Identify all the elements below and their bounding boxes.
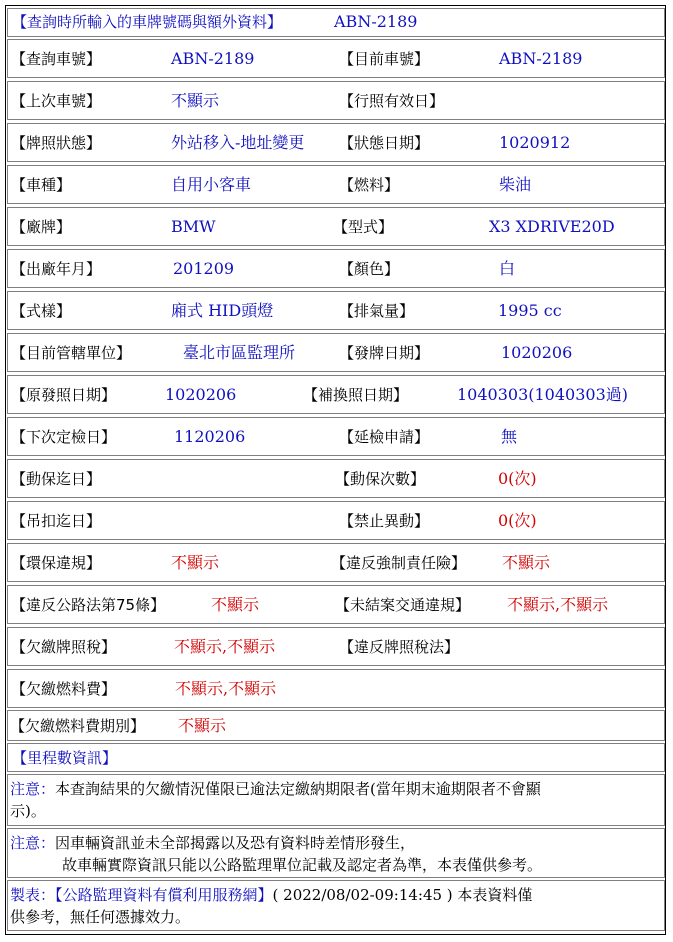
footer-keyword: 製表：	[10, 886, 56, 904]
info-row-unpaid-fuel-fee	[7, 669, 665, 708]
info-row-query-plate	[7, 39, 665, 78]
brand-label: 【廠牌】	[11, 218, 72, 236]
brand-value: BMW	[171, 217, 216, 236]
info-row-lien-end-date	[7, 459, 665, 498]
info-row-env-violation	[7, 543, 665, 582]
info-row-suspension-end-date	[7, 501, 665, 540]
status-date-value: 1020912	[499, 133, 571, 152]
next-inspection-date-label: 【下次定檢日】	[11, 428, 117, 446]
lien-count-label: 【動保次數】	[335, 470, 426, 488]
note-1	[7, 774, 665, 826]
jurisdiction-office-label: 【目前管轄單位】	[11, 344, 132, 362]
original-license-date-label: 【原發照日期】	[11, 386, 117, 404]
query-plate-label: 【查詢車號】	[11, 50, 102, 68]
pending-traffic-violation-label: 【未結案交通違規】	[335, 596, 471, 614]
note-2-text-line1: 因車輛資訊並未全部揭露以及恐有資料時差情形發生，	[55, 834, 416, 852]
info-row-highway-act-75-violation	[7, 585, 665, 624]
vehicle-type-label: 【車種】	[11, 176, 72, 194]
jurisdiction-office-value: 臺北市區監理所	[183, 343, 296, 362]
transfer-ban-value: 0(次)	[498, 511, 537, 530]
body-style-label: 【式樣】	[11, 302, 72, 320]
query-plate-value: ABN-2189	[171, 49, 255, 68]
info-row-next-inspection-date	[7, 417, 665, 456]
previous-plate-value: 不顯示	[171, 91, 220, 110]
unpaid-license-tax-label: 【欠繳牌照稅】	[11, 638, 117, 656]
current-plate-label: 【目前車號】	[339, 50, 430, 68]
env-violation-label: 【環保違規】	[11, 554, 102, 572]
license-tax-violation-label: 【違反牌照稅法】	[339, 638, 460, 656]
fuel-fee-period-value: 不顯示	[178, 716, 227, 735]
header-title-label: 【查詢時所輸入的車牌號碼與額外資料】	[12, 13, 283, 31]
vehicle-type-value: 自用小客車	[171, 175, 252, 194]
original-license-date-value: 1020206	[165, 385, 237, 404]
suspension-end-date-label: 【吊扣迄日】	[11, 512, 102, 530]
footer-source-link[interactable]: 【公路監理資料有償利用服務網】	[55, 886, 273, 904]
report-header	[7, 8, 665, 37]
note-1-keyword: 注意：	[10, 780, 56, 798]
note-1-text-line2: 示)。	[10, 802, 46, 820]
inspection-extension-label: 【延檢申請】	[339, 428, 430, 446]
displacement-value: 1995 cc	[498, 301, 562, 320]
lien-end-date-label: 【動保迄日】	[11, 470, 102, 488]
manufacture-date-value: 201209	[173, 259, 235, 278]
color-label: 【顏色】	[339, 260, 400, 278]
unpaid-license-tax-value: 不顯示,不顯示	[174, 637, 276, 656]
plate-issue-date-value: 1020206	[501, 343, 573, 362]
pending-traffic-violation-value: 不顯示,不顯示	[507, 595, 609, 614]
displacement-label: 【排氣量】	[339, 302, 415, 320]
status-date-label: 【狀態日期】	[339, 134, 430, 152]
header-plate-number: ABN-2189	[334, 12, 418, 31]
info-row-brand	[7, 207, 665, 246]
info-row-previous-plate	[7, 81, 665, 120]
info-row-body-style	[7, 291, 665, 330]
highway-act-75-violation-value: 不顯示	[211, 595, 260, 614]
plate-issue-date-label: 【發牌日期】	[339, 344, 430, 362]
fuel-type-value: 柴油	[499, 175, 532, 194]
unpaid-fuel-fee-value: 不顯示,不顯示	[175, 679, 277, 698]
model-label: 【型式】	[333, 218, 394, 236]
insurance-violation-label: 【違反強制責任險】	[331, 554, 467, 572]
next-inspection-date-value: 1120206	[174, 427, 246, 446]
env-violation-value: 不顯示	[171, 553, 220, 572]
unpaid-fuel-fee-label: 【欠繳燃料費】	[11, 680, 117, 698]
fuel-type-label: 【燃料】	[339, 176, 400, 194]
transfer-ban-label: 【禁止異動】	[339, 512, 430, 530]
manufacture-date-label: 【出廠年月】	[11, 260, 102, 278]
plate-status-label: 【牌照狀態】	[11, 134, 102, 152]
highway-act-75-violation-label: 【違反公路法第75條】	[11, 596, 166, 614]
license-expiry-label: 【行照有效日】	[339, 92, 445, 110]
fuel-fee-period-row	[7, 710, 665, 741]
note-2-keyword: 注意：	[10, 834, 56, 852]
model-value: X3 XDRIVE20D	[489, 217, 615, 236]
mileage-label: 【里程數資訊】	[12, 749, 118, 767]
info-row-plate-status	[7, 123, 665, 162]
reissue-date-label: 【補換照日期】	[303, 386, 409, 404]
reissue-date-value: 1040303(1040303過)	[457, 385, 629, 404]
previous-plate-label: 【上次車號】	[11, 92, 102, 110]
info-row-unpaid-license-tax	[7, 627, 665, 666]
note-2-text-line2: 故車輛實際資訊只能以公路監理單位記載及認定者為準，本表僅供參考。	[62, 856, 543, 874]
footer-timestamp-text: ( 2022/08/02-09:14:45 ) 本表資料僅	[272, 886, 533, 904]
lien-count-value: 0(次)	[498, 469, 537, 488]
info-row-vehicle-type	[7, 165, 665, 204]
report-footer	[7, 880, 665, 931]
info-row-manufacture-date	[7, 249, 665, 288]
color-value: 白	[499, 259, 516, 278]
fuel-fee-period-label: 【欠繳燃料費期別】	[10, 717, 146, 735]
info-row-jurisdiction-office	[7, 333, 665, 372]
mileage-row	[7, 743, 665, 772]
current-plate-value: ABN-2189	[499, 49, 583, 68]
note-1-text-line1: 本查詢結果的欠繳情況僅限已逾法定繳納期限者(當年期末逾期限者不會顯	[55, 780, 541, 798]
plate-status-value: 外站移入-地址變更	[171, 133, 305, 152]
footer-text-line2: 供參考，無任何憑據效力。	[10, 908, 191, 926]
body-style-value: 廂式 HID頭燈	[171, 301, 274, 320]
inspection-extension-value: 無	[501, 427, 518, 446]
insurance-violation-value: 不顯示	[502, 553, 551, 572]
note-2	[7, 828, 665, 878]
info-row-original-license-date	[7, 375, 665, 414]
